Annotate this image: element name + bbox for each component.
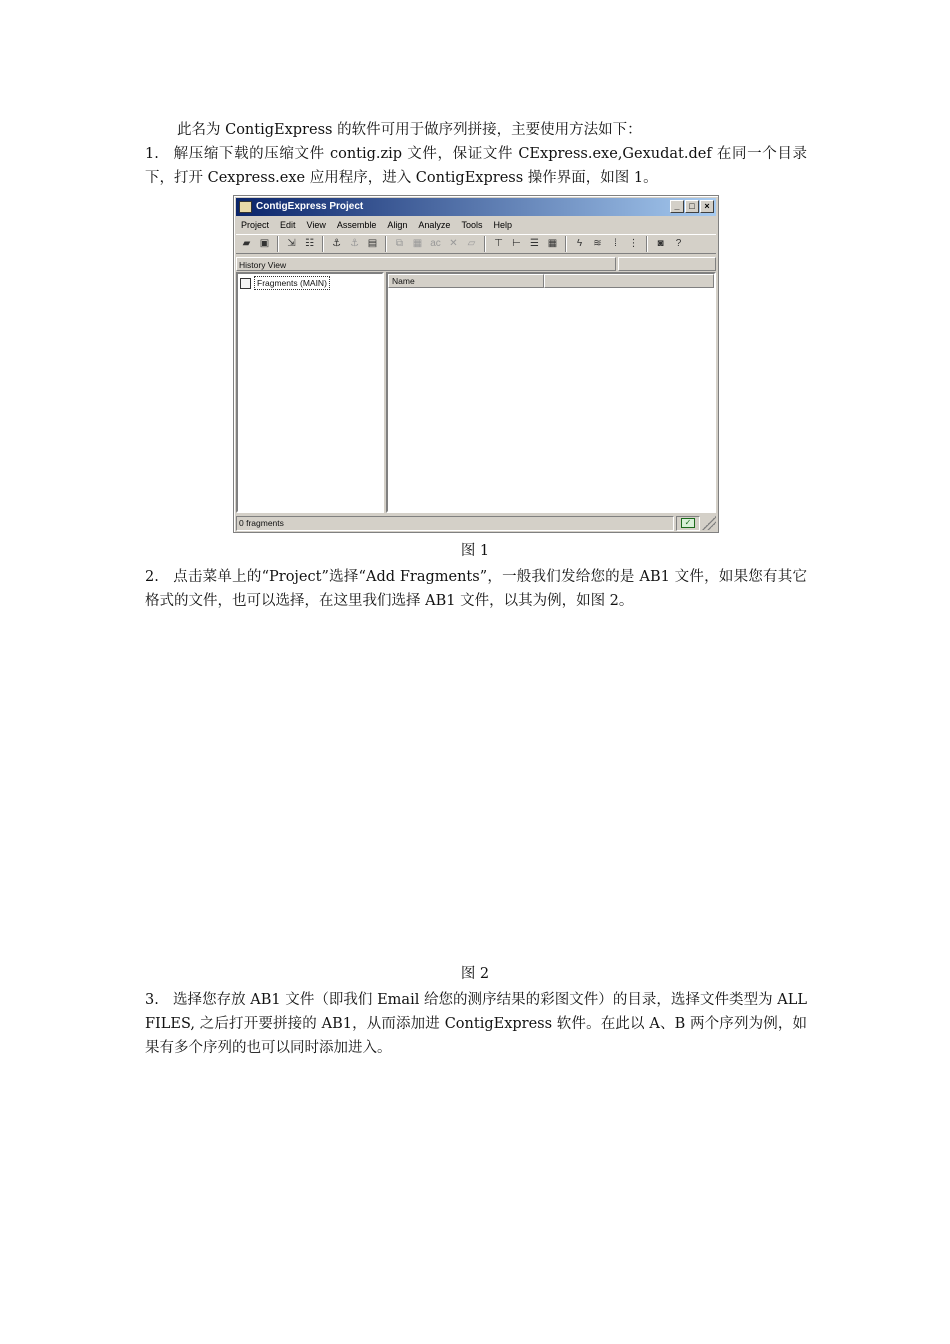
step-2-paragraph	[145, 565, 807, 613]
list-icon[interactable]: ☷	[305, 238, 314, 249]
sequence-icon[interactable]: ϟ	[576, 238, 583, 249]
close-icon[interactable]: ×	[700, 200, 714, 213]
toolbar-separator	[322, 236, 324, 252]
resize-grip-icon[interactable]	[702, 516, 716, 530]
check-icon: ✓	[681, 518, 695, 528]
vertical-list-icon[interactable]: ⋮	[628, 238, 639, 249]
menu-analyze[interactable]: Analyze	[418, 220, 451, 230]
camera-icon[interactable]: ◙	[657, 238, 664, 249]
menu-tools[interactable]: Tools	[461, 220, 483, 230]
minimize-icon[interactable]: _	[670, 200, 684, 213]
properties-icon[interactable]: ▤	[367, 238, 378, 249]
menu-project[interactable]: Project	[241, 220, 270, 230]
status-indicator	[676, 516, 700, 531]
history-tree-pane[interactable]	[236, 272, 384, 513]
figure-1-caption: 图 1	[460, 543, 490, 559]
contig-icon[interactable]: ≋	[593, 238, 602, 249]
rename-icon[interactable]: ac	[430, 238, 441, 249]
toolbar-separator	[484, 236, 486, 252]
toolbar-separator	[646, 236, 648, 252]
copy-icon[interactable]: ⧉	[395, 238, 404, 249]
menu-assemble[interactable]: Assemble	[336, 220, 377, 230]
figure-2-caption: 图 2	[460, 966, 490, 982]
menu-edit[interactable]: Edit	[280, 220, 296, 230]
delete-icon[interactable]: ✕	[449, 238, 458, 249]
step-1-paragraph	[145, 142, 807, 190]
column-header-name[interactable]: Name	[388, 274, 544, 288]
title-bar	[236, 198, 716, 216]
paste-icon[interactable]: ▦	[412, 238, 423, 249]
save-icon[interactable]: ▣	[259, 238, 270, 249]
window-controls	[670, 200, 714, 213]
tree-item-fragments[interactable]	[240, 276, 330, 290]
step-number: 2.	[145, 569, 159, 585]
context-help-icon[interactable]: ?	[675, 238, 682, 249]
disassemble-icon[interactable]: ⚓	[350, 238, 359, 249]
toolbar	[236, 234, 716, 254]
menu-help[interactable]: Help	[493, 220, 512, 230]
menu-view[interactable]: View	[306, 220, 326, 230]
toolbar-separator	[277, 236, 279, 252]
add-fragment-icon[interactable]: ⇲	[287, 238, 296, 249]
details-icon[interactable]: ☰	[530, 238, 539, 249]
list-column-headers	[388, 274, 714, 288]
step-number: 1.	[145, 146, 159, 162]
app-icon	[239, 201, 252, 213]
step-3-paragraph	[145, 988, 807, 1060]
step-text: 点击菜单上的“Project”选择“Add Fragments”，一般我们发给您的是 AB1 文件，如果您有其它格式的文件，也可以选择，在这里我们选择 AB1 文件，以其为例，如图 2。	[145, 569, 807, 609]
align-icon[interactable]: ⊤	[494, 238, 503, 249]
column-header-empty[interactable]	[544, 274, 714, 288]
status-bar	[236, 515, 716, 531]
right-pane-header	[618, 257, 716, 271]
assemble-icon[interactable]: ⚓	[332, 238, 341, 249]
status-fragment-count: 0 fragments	[236, 516, 674, 531]
history-view-header: History View	[236, 257, 616, 271]
step-number: 3.	[145, 992, 159, 1008]
export-icon[interactable]: ▱	[467, 238, 476, 249]
contigexpress-window	[233, 195, 719, 533]
toolbar-separator	[385, 236, 387, 252]
trim-icon[interactable]: ⊢	[512, 238, 521, 249]
document-icon	[240, 278, 251, 289]
step-text: 选择您存放 AB1 文件（即我们 Email 给您的测序结果的彩图文件）的目录，选择文件类型为 ALL FILES, 之后打开要拼接的 AB1，从而添加进 ContigExpress 软件。在此以 A、B 两个序列为例，如果有多个序列的也可以同时添加进入。	[145, 992, 807, 1056]
tree-item-label: Fragments (MAIN)	[254, 276, 330, 290]
menu-bar	[236, 217, 716, 234]
menu-align[interactable]: Align	[387, 220, 408, 230]
columns-icon[interactable]: ⁞	[614, 238, 617, 249]
step-text: 解压缩下载的压缩文件 contig.zip 文件，保证文件 CExpress.exe,Gexudat.def 在同一个目录下，打开 Cexpress.exe 应用程序，进入 ContigExpress 操作界面，如图 1。	[145, 146, 807, 186]
grid-icon[interactable]: ▦	[547, 238, 558, 249]
maximize-icon[interactable]: □	[685, 200, 699, 213]
toolbar-separator	[565, 236, 567, 252]
fragment-list-pane[interactable]	[386, 272, 716, 513]
intro-paragraph: 此名为 ContigExpress 的软件可用于做序列拼接，主要使用方法如下：	[177, 122, 642, 138]
window-title: ContigExpress Project	[256, 201, 364, 212]
open-folder-icon[interactable]: ▰	[242, 238, 251, 249]
